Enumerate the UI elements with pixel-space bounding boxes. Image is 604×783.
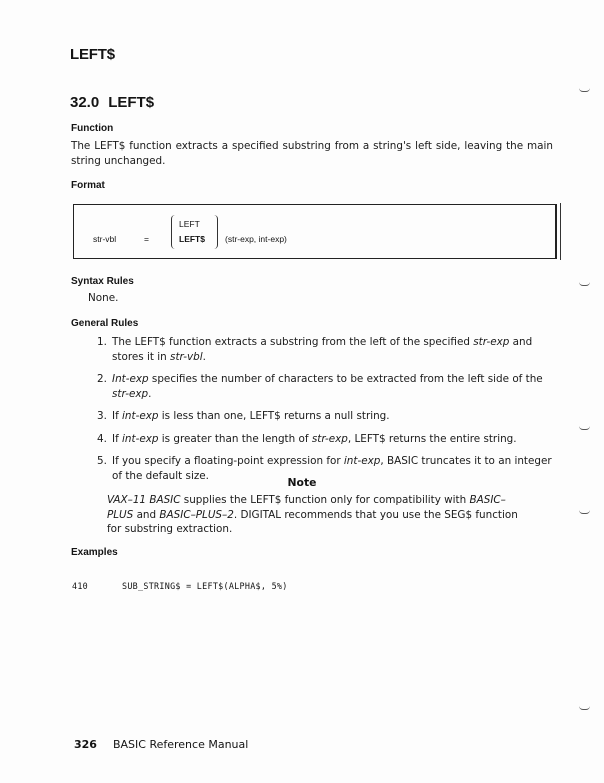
section-number: 32.0 xyxy=(70,94,100,111)
general-rule-item xyxy=(85,432,555,447)
note-body xyxy=(107,493,525,537)
general-rules-list xyxy=(85,335,555,491)
italic-term: BASIC–PLUS–2 xyxy=(159,508,234,521)
rule-number: 5. xyxy=(97,455,107,467)
section-title xyxy=(70,94,154,111)
italic-term: BASIC–PLUS xyxy=(107,494,506,521)
left-brace-icon xyxy=(171,215,177,249)
text-run: If xyxy=(112,410,123,422)
general-rule-item xyxy=(85,372,555,401)
text-run: If xyxy=(112,432,123,445)
format-option: LEFT xyxy=(179,219,200,229)
rule-text xyxy=(112,372,555,401)
italic-term: str-vbl xyxy=(170,350,203,363)
rule-text xyxy=(112,409,555,424)
scan-edge-mark xyxy=(579,706,590,710)
text-run: specifies the number of characters to be extracted from the left side of the xyxy=(148,373,543,385)
general-rule-item xyxy=(85,335,555,364)
function-label: Function xyxy=(71,123,114,134)
rule-text xyxy=(112,432,555,447)
note-title: Note xyxy=(287,476,317,489)
code-text: SUB_STRING$ = LEFT$(ALPHA$, 5%) xyxy=(122,581,288,591)
syntax-rules-text: None. xyxy=(88,292,119,304)
scan-edge-mark xyxy=(579,426,590,430)
section-title-text: LEFT$ xyxy=(108,94,155,111)
scan-edge-mark xyxy=(579,88,590,92)
italic-term: int-exp xyxy=(122,432,159,445)
general-rules-label: General Rules xyxy=(71,318,139,329)
text-run: is greater than the length of xyxy=(158,432,312,445)
code-line-number: 410 xyxy=(72,581,89,591)
text-run: . xyxy=(202,350,206,363)
italic-term: str-exp xyxy=(311,432,348,445)
rule-number: 3. xyxy=(97,410,107,422)
scan-edge-mark xyxy=(579,510,590,514)
italic-term: str-exp xyxy=(112,387,149,400)
code-example xyxy=(72,581,288,591)
running-head: LEFT$ xyxy=(70,46,115,63)
format-arguments: (str-exp, int-exp) xyxy=(225,234,287,244)
format-lhs: str-vbl xyxy=(93,234,117,244)
manual-title: BASIC Reference Manual xyxy=(112,738,249,751)
text-run: supplies the LEFT$ function only for compatibility with xyxy=(180,494,470,506)
syntax-rules-label: Syntax Rules xyxy=(71,276,134,287)
text-run: . DIGITAL recommends that you use the SEG$ function for substring extraction. xyxy=(107,508,518,535)
italic-term: int-exp xyxy=(343,455,381,467)
rule-number: 4. xyxy=(97,432,107,445)
italic-term: str-exp xyxy=(473,336,510,348)
text-run: . xyxy=(148,387,152,400)
examples-label: Examples xyxy=(71,547,118,558)
italic-term: Int-exp xyxy=(112,373,149,385)
italic-term: VAX–11 BASIC xyxy=(107,494,181,506)
right-brace-icon xyxy=(212,215,218,249)
scan-edge-mark xyxy=(579,282,590,286)
function-description: The LEFT$ function extracts a specified substring from a string's left side, leaving the main string unchanged. xyxy=(71,140,553,167)
text-run: If you specify a floating-point expression for xyxy=(112,455,344,467)
format-label: Format xyxy=(71,180,105,191)
page-number: 326 xyxy=(74,738,97,751)
format-equals: = xyxy=(144,234,149,244)
text-run: , LEFT$ returns the entire string. xyxy=(347,432,517,445)
text-run: The LEFT$ function extracts a substring from the left of the specified xyxy=(112,336,474,348)
text-run: , BASIC truncates it to an integer of the default size. xyxy=(112,455,552,482)
rule-text xyxy=(112,335,555,364)
text-run: and xyxy=(133,508,160,521)
rule-number: 2. xyxy=(97,373,107,385)
text-run: is less than one, LEFT$ returns a null string. xyxy=(158,410,390,422)
format-box xyxy=(73,204,557,259)
italic-term: int-exp xyxy=(122,410,159,422)
general-rule-item xyxy=(85,409,555,424)
text-run: and stores it in xyxy=(112,336,533,363)
format-option: LEFT$ xyxy=(179,234,205,244)
page-footer xyxy=(74,738,248,751)
rule-number: 1. xyxy=(97,336,107,348)
